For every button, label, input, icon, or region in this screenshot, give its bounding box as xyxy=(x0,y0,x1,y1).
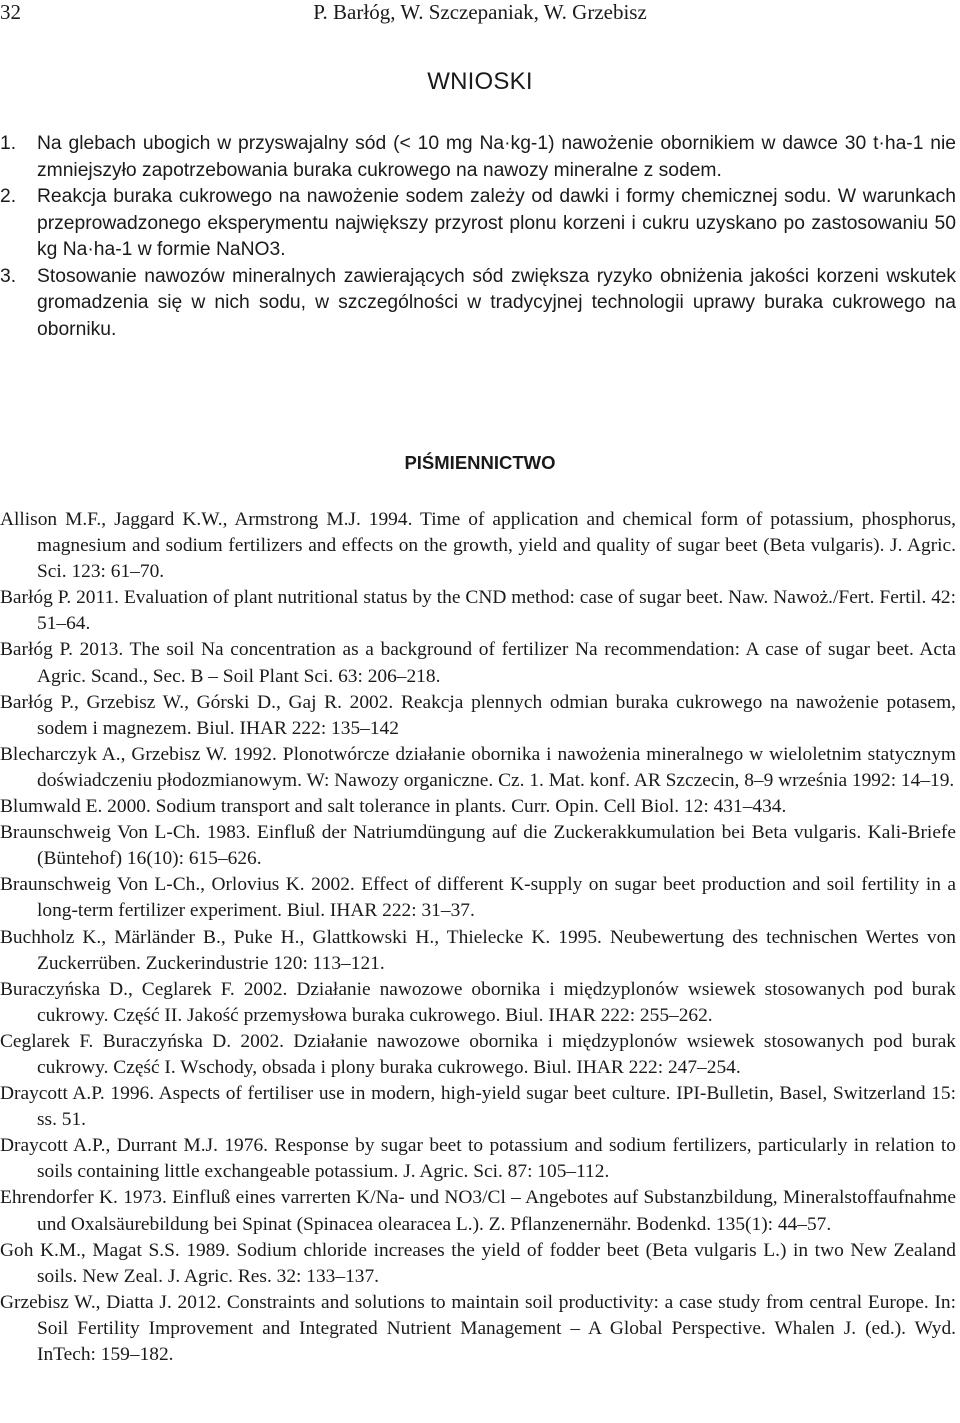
reference-item: Blecharczyk A., Grzebisz W. 1992. Plonotwórcze działanie obornika i nawożenia mineralnego w wieloletnim statycznym doświadczeniu płodozmianowym. W: Nawozy organiczne. Cz. 1. Mat. konf. AR Szczecin, 8–9 września 1992: 14–19. xyxy=(0,743,956,791)
conclusion-number: 1. xyxy=(0,133,17,154)
references-list xyxy=(0,507,956,1368)
reference-item: Buraczyńska D., Ceglarek F. 2002. Działanie nawozowe obornika i międzyplonów wsiewek stosowanych pod burak cukrowy. Część II. Jakość przemysłowa buraka cukrowego. Biul. IHAR 222: 255–262. xyxy=(0,978,956,1026)
reference-item: Grzebisz W., Diatta J. 2012. Constraints and solutions to maintain soil productivity: a case study from central Europe. In: Soil Fertility Improvement and Integrated Nutrient Management – A Global Perspective. Whalen J. (ed.). Wyd. InTech: 159–182. xyxy=(0,1291,956,1365)
reference-item: Goh K.M., Magat S.S. 1989. Sodium chloride increases the yield of fodder beet (Beta vulgaris L.) in two New Zealand soils. New Zeal. J. Agric. Res. 32: 133–137. xyxy=(0,1239,956,1287)
conclusion-number: 2. xyxy=(0,186,17,207)
conclusions-heading: WNIOSKI xyxy=(427,68,533,95)
reference-item: Draycott A.P. 1996. Aspects of fertiliser use in modern, high-yield sugar beet culture. IPI-Bulletin, Basel, Switzerland 15: ss. 51. xyxy=(0,1083,956,1131)
reference-item: Draycott A.P., Durrant M.J. 1976. Response by sugar beet to potassium and sodium fertilizers, particularly in relation to soils containing little exchangeable potassium. J. Agric. Sci. 87: 105–112. xyxy=(0,1135,956,1183)
conclusion-item xyxy=(0,264,956,344)
reference-item: Blumwald E. 2000. Sodium transport and salt tolerance in plants. Curr. Opin. Cell Biol. 12: 431–434. xyxy=(0,796,787,818)
conclusion-item xyxy=(0,131,956,184)
conclusion-text: Stosowanie nawozów mineralnych zawierających sód zwiększa ryzyko obniżenia jakości korzeni wskutek gromadzenia się w nich sodu, w szczególności w tradycyjnej technologii uprawy buraka cukrowego na oborniku. xyxy=(37,265,956,340)
reference-item: Barłóg P. 2013. The soil Na concentration as a background of fertilizer Na recommendation: A case of sugar beet. Acta Agric. Scand., Sec. B – Soil Plant Sci. 63: 206–218. xyxy=(0,639,956,687)
reference-item: Braunschweig Von L-Ch., Orlovius K. 2002. Effect of different K-supply on sugar beet production and soil fertility in a long-term fertilizer experiment. Biul. IHAR 222: 31–37. xyxy=(0,874,956,922)
page-number: 32 xyxy=(0,0,21,24)
reference-item: Barłóg P. 2011. Evaluation of plant nutritional status by the CND method: case of sugar beet. Naw. Nawoż./Fert. Fertil. 42: 51–64. xyxy=(0,587,956,635)
page-header xyxy=(0,0,960,30)
conclusion-text: Reakcja buraka cukrowego na nawożenie sodem zależy od dawki i formy chemicznej sodu. W warunkach przeprowadzonego eksperymentu największy przyrost plonu korzeni i cukru uzyskano po zastosowaniu 50 kg Na·ha-1 w formie NaNO3. xyxy=(37,186,956,260)
running-head: P. Barłóg, W. Szczepaniak, W. Grzebisz xyxy=(313,0,647,24)
conclusion-number: 3. xyxy=(0,265,17,287)
conclusion-item xyxy=(0,184,956,264)
reference-item: Ceglarek F. Buraczyńska D. 2002. Działanie nawozowe obornika i międzyplonów wsiewek stosowanych pod burak cukrowy. Część I. Wschody, obsada i plony buraka cukrowego. Biul. IHAR 222: 247–254. xyxy=(0,1030,956,1078)
reference-item: Braunschweig Von L-Ch. 1983. Einfluß der Natriumdüngung auf die Zuckerakkumulation bei Beta vulgaris. Kali-Briefe (Büntehof) 16(10): 615–626. xyxy=(0,822,956,870)
reference-item: Barłóg P., Grzebisz W., Górski D., Gaj R. 2002. Reakcja plennych odmian buraka cukrowego na nawożenie potasem, sodem i magnezem. Biul. IHAR 222: 135–142 xyxy=(0,691,956,739)
reference-item: Allison M.F., Jaggard K.W., Armstrong M.J. 1994. Time of application and chemical form of potassium, phosphorus, magnesium and sodium fertilizers and effects on the growth, yield and quality of sugar beet (Beta vulgaris). J. Agric. Sci. 123: 61–70. xyxy=(0,509,956,583)
references-heading: PIŚMIENNICTWO xyxy=(404,452,556,473)
conclusions-list xyxy=(0,131,956,343)
reference-item: Buchholz K., Märländer B., Puke H., Glattkowski H., Thielecke K. 1995. Neubewertung des technischen Wertes von Zuckerrüben. Zuckerindustrie 120: 113–121. xyxy=(0,926,956,974)
conclusion-text: Na glebach ubogich w przyswajalny sód (< 10 mg Na·kg-1) nawożenie obornikiem w dawce 30 t·ha-1 nie zmniejszyło zapotrzebowania buraka cukrowego na nawozy mineralne z sodem. xyxy=(37,133,956,181)
reference-item: Ehrendorfer K. 1973. Einfluß eines varrerten K/Na- und NO3/Cl – Angebotes auf Substanzbildung, Mineralstoffaufnahme und Oxalsäurebildung bei Spinat (Spinacea olearacea L.). Z. Pflanzenernähr. Bodenkd. 135(1): 44–57. xyxy=(0,1187,956,1235)
